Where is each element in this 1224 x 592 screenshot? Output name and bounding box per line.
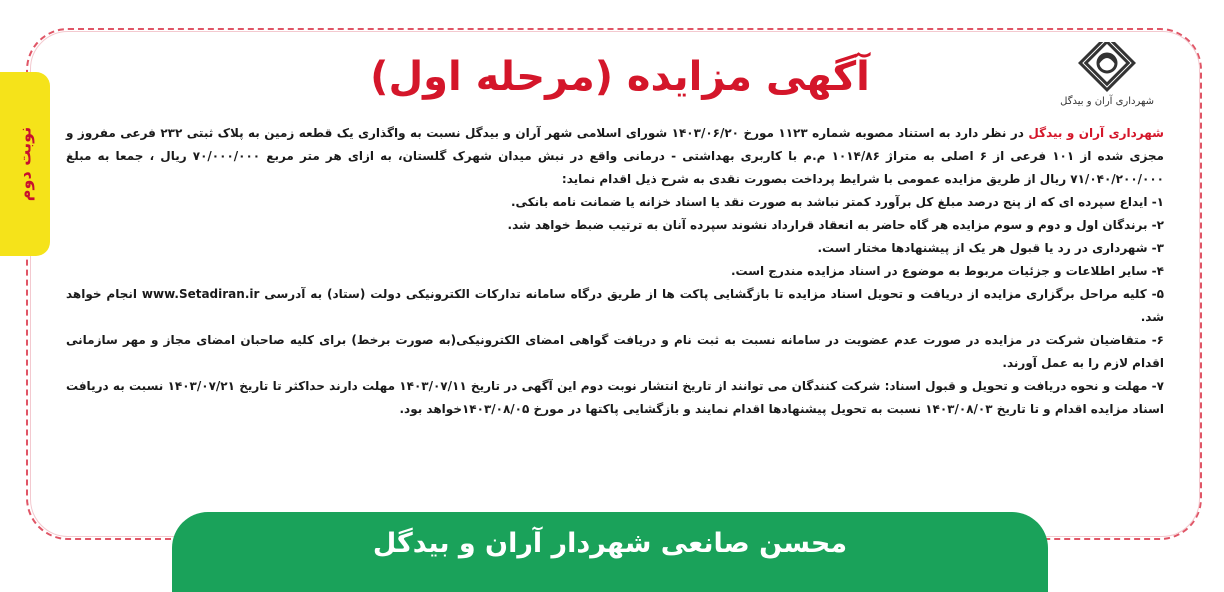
condition-item-5: ۵- کلیه مراحل برگزاری مزایده از دریافت و تحویل اسناد مزایده تا بازگشایی پاکت ها از طریق درگاه سامانه تدارکات الکترونیکی دولت (ستاد) به آدرسی www.Setadiran.ir انجام خواهد شد. <box>66 287 1164 324</box>
condition-item-6: ۶- متقاضیان شرکت در مزایده در صورت عدم عضویت در سامانه نسبت به ثبت نام و دریافت گواهی امضای الکترونیکی(به صورت برخط) برای کلیه صاحبان امضای مجاز و مهر سازمانی اقدام لازم را به عمل آورند. <box>66 333 1164 370</box>
intro-paragraph <box>66 122 1164 191</box>
issuer-name: شهرداری آران و بیدگل <box>1028 126 1164 140</box>
publication-round-tab <box>0 72 50 256</box>
condition-item-3: ۳- شهرداری در رد یا قبول هر یک از پیشنهادها مختار است. <box>817 241 1164 255</box>
condition-item-2: ۲- برندگان اول و دوم و سوم مزایده هر گاه حاضر به انعقاد قرارداد نشوند سپرده آنان به ترتیب ضبط خواهد شد. <box>507 218 1164 232</box>
notice-title: آگهی مزایده (مرحله اول) <box>370 54 870 100</box>
condition-item-4: ۴- سایر اطلاعات و جزئیات مربوط به موضوع در اسناد مزایده مندرج است. <box>730 264 1164 278</box>
notice-body <box>66 122 1164 421</box>
municipality-logo <box>1050 42 1168 112</box>
condition-item-1: ۱- ایداع سپرده ای که از پنج درصد مبلغ کل برآورد کمتر نباشد به صورت نقد یا اسناد خزانه یا ضمانت نامه بانکی. <box>511 195 1164 209</box>
signature-text: محسن صانعی شهردار آران و بیدگل <box>372 528 848 559</box>
condition-item-7: ۷- مهلت و نحوه دریافت و تحویل و قبول اسناد: شرکت کنندگان می توانند از تاریخ انتشار نوبت دوم این آگهی در تاریخ ۱۴۰۳/۰۷/۱۱ مهلت دارند حداکثر تا تاریخ ۱۴۰۳/۰۷/۲۱ نسبت به دریافت اسناد مزایده اقدام و تا تاریخ ۱۴۰۳/۰۸/۰۳ نسبت به تحویل پیشنهادها اقدام نمایند و بازگشایی پاکتها در مورخ ۱۴۰۳/۰۸/۰۵خواهد بود. <box>66 379 1164 416</box>
intro-text: در نظر دارد به استناد مصوبه شماره ۱۱۲۳ مورخ ۱۴۰۳/۰۶/۲۰ شورای اسلامی شهر آران و بیدگل نسبت به واگذاری یک قطعه زمین به پلاک ثبتی ۲۳۲ فرعی مفروز و مجزی شده از ۱۰۱ فرعی از ۶ اصلی به متراژ ۱۰۱۴/۸۶ م.م با کاربری بهداشتی - درمانی واقع در نبش میدان شهرک گلستان، به ازای هر متر مربع ۷۰/۰۰۰/۰۰۰ ریال ، جمعا به مبلغ ۷۱/۰۴۰/۲۰۰/۰۰۰ ریال از طریق مزایده عمومی با شرایط پرداخت بصورت نقدی به شرح ذیل اقدام نماید: <box>66 126 1164 186</box>
logo-caption: شهرداری آران و بیدگل <box>1060 96 1154 107</box>
publication-round-label: نوبت دوم <box>15 126 35 202</box>
